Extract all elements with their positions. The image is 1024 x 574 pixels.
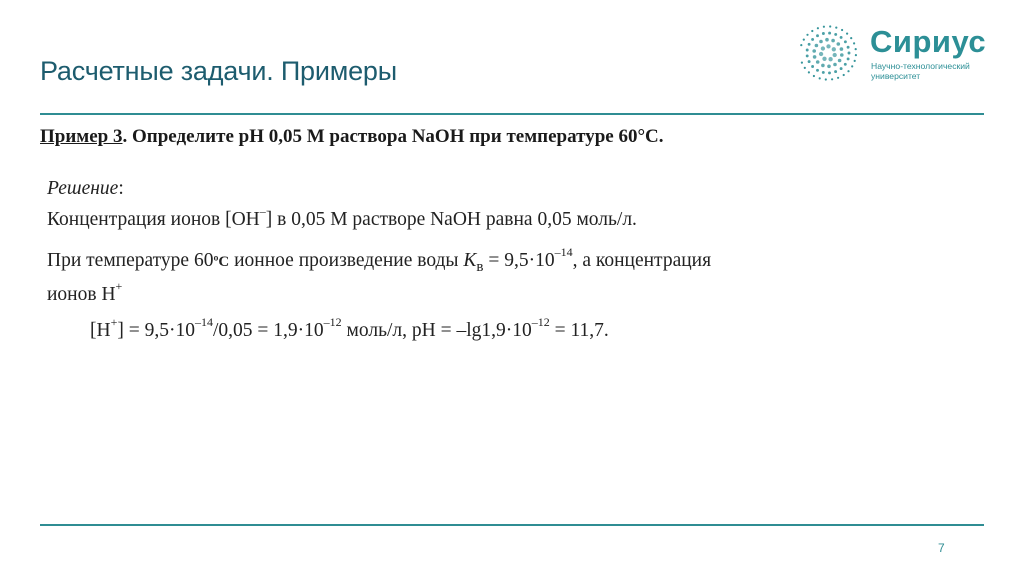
line2-d: , а концентрация	[572, 250, 712, 271]
task-punct: .	[122, 126, 128, 147]
formula-d-exp: –12	[531, 314, 550, 329]
task-heading	[40, 126, 664, 148]
line2-k: К	[463, 250, 477, 271]
line2-ksub: в	[476, 258, 484, 275]
line1-rest: ] в 0,05 М растворе NaOH равна 0,05 моль/л.	[265, 209, 637, 230]
solution-line-1	[47, 203, 637, 231]
line2-b: ионное произведение воды	[229, 250, 464, 271]
line1-sup: –	[259, 203, 266, 218]
logo-subtitle-line2: университет	[871, 71, 921, 81]
line3-text: ионов Н	[47, 284, 116, 305]
solution-line-2	[47, 244, 712, 276]
formula-e: = 11,7.	[549, 320, 609, 341]
solution-line-3	[47, 278, 123, 306]
formula-c-exp: –12	[323, 314, 342, 329]
line1-text: Концентрация ионов [ОН	[47, 209, 260, 230]
line2-deg: ºС	[213, 254, 230, 270]
formula-a: [Н	[90, 320, 111, 341]
header-divider	[40, 113, 984, 115]
line2-a: При температуре 60	[47, 250, 214, 271]
logo-subtitle-line1: Научно-технологический	[871, 61, 970, 71]
formula-d: моль/л, рН = –lg1,9·10	[341, 320, 532, 341]
solution-heading-colon: :	[118, 178, 124, 199]
sirius-dot-logo-icon	[800, 22, 866, 84]
task-label: Пример 3	[40, 126, 123, 147]
task-text: Определите рН 0,05 М раствора NaOH при температуре 60	[127, 126, 638, 147]
solution-heading-text: Решение	[47, 178, 119, 199]
formula-b-exp: –14	[194, 314, 213, 329]
footer-divider	[40, 524, 984, 526]
formula-b: ] = 9,5·10	[117, 320, 195, 341]
logo-subtitle	[871, 61, 970, 81]
formula-c: /0,05 = 1,9·10	[212, 320, 324, 341]
solution-heading	[47, 178, 124, 200]
line2-c: = 9,5·10	[483, 250, 555, 271]
task-unit: °С.	[637, 126, 664, 147]
logo-name: Сириус	[870, 24, 987, 59]
page-title: Расчетные задачи. Примеры	[40, 56, 397, 86]
line3-sup: +	[115, 278, 123, 293]
solution-formula	[90, 314, 609, 342]
formula-a-sup: +	[110, 314, 118, 329]
page-number: 7	[938, 541, 945, 555]
line2-exp: –14	[554, 244, 573, 259]
sirius-logo	[800, 22, 1000, 84]
